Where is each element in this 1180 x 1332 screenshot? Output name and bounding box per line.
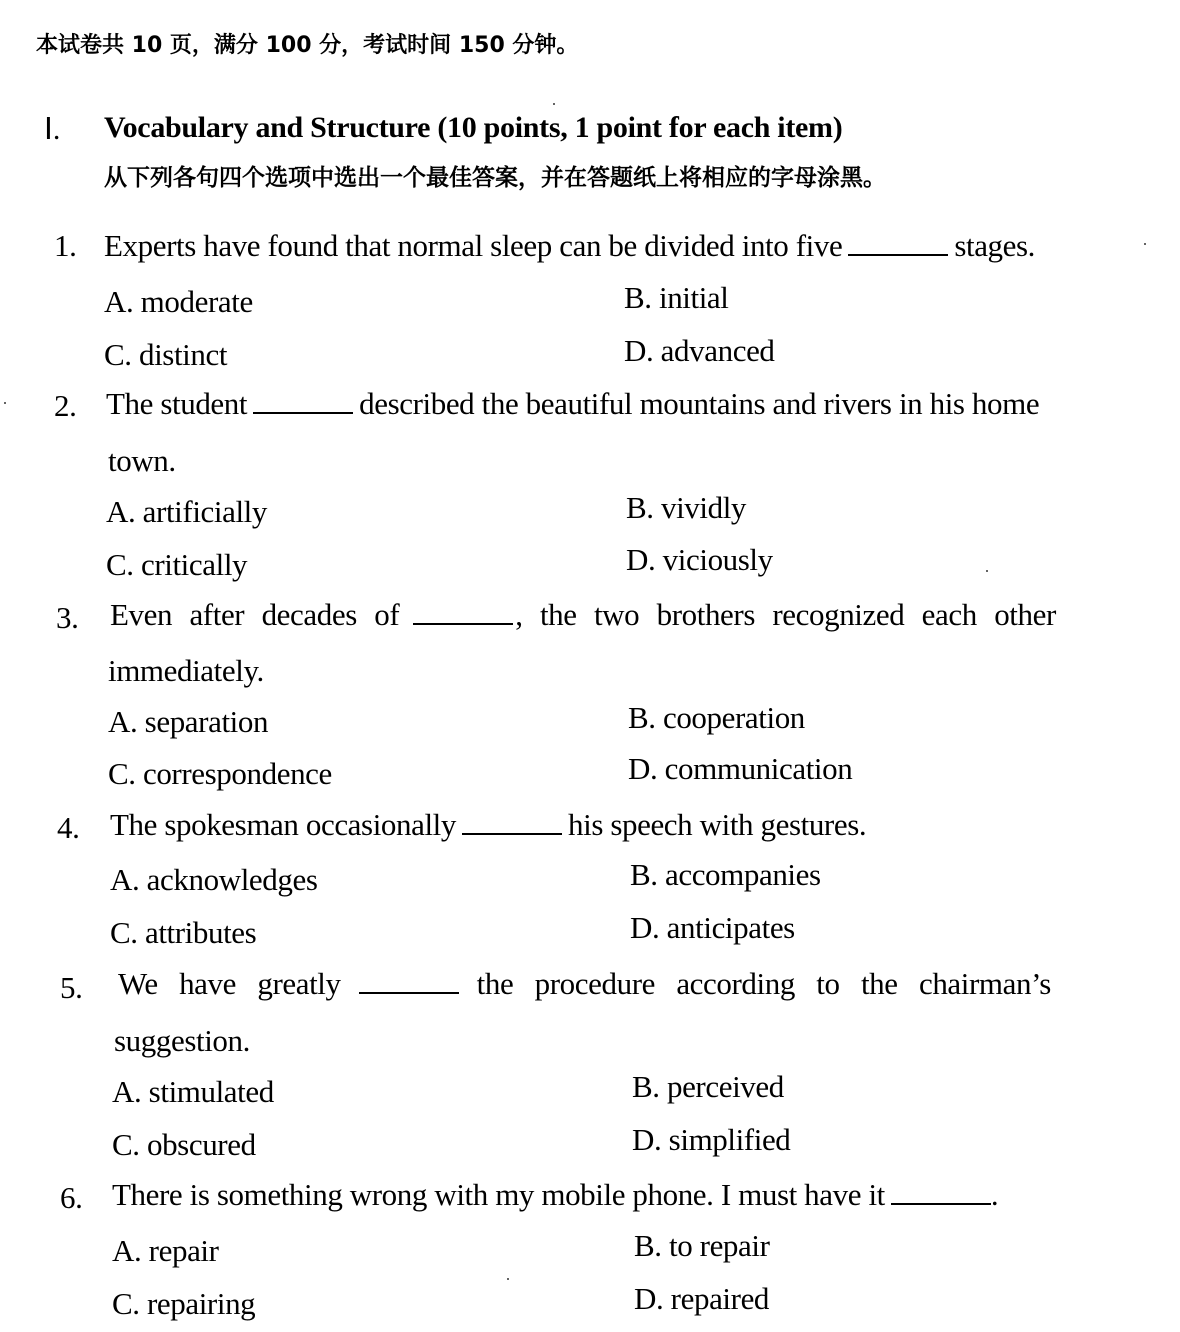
question-stem	[110, 807, 866, 843]
question-number: 4.	[57, 810, 80, 845]
option-b: B. to repair	[634, 1228, 770, 1263]
section-number: Ⅰ.	[44, 113, 61, 146]
answer-blank	[462, 832, 562, 835]
question-number: 2.	[54, 388, 77, 423]
stem-continuation: immediately.	[108, 653, 264, 688]
stem-text-after: stages.	[954, 228, 1036, 263]
option-a: A. separation	[108, 704, 269, 739]
section-instruction: 从下列各句四个选项中选出一个最佳答案，并在答题纸上将相应的字母涂黑。	[104, 165, 886, 191]
section-title: Vocabulary and Structure (10 points, 1 point for each item)	[104, 111, 843, 144]
option-a: A. stimulated	[112, 1074, 274, 1109]
stem-text-after: .	[990, 1177, 999, 1212]
option-a: A. repair	[112, 1233, 219, 1268]
answer-blank	[891, 1202, 991, 1205]
question-number: 1.	[54, 228, 77, 263]
question-number: 3.	[56, 600, 79, 635]
stem-text-after: described the beautiful mountains and rivers in his home	[359, 386, 1040, 421]
option-b: B. accompanies	[630, 857, 821, 892]
option-a: A. moderate	[104, 284, 253, 319]
question-number: 5.	[60, 970, 83, 1005]
option-a: A. artificially	[106, 494, 267, 529]
answer-blank	[413, 622, 513, 625]
option-b: B. cooperation	[628, 700, 805, 735]
stem-text-before: We have greatly	[118, 966, 341, 1001]
option-d: D. communication	[628, 751, 853, 786]
scan-speck	[1144, 243, 1146, 245]
option-c: C. obscured	[112, 1127, 256, 1162]
option-d: D. anticipates	[630, 910, 795, 945]
stem-continuation: suggestion.	[114, 1023, 250, 1058]
option-b: B. vividly	[626, 490, 747, 525]
option-c: C. distinct	[104, 337, 228, 372]
question-stem	[106, 386, 1039, 422]
stem-text-before: There is something wrong with my mobile phone. I must have it	[112, 1177, 885, 1212]
stem-text-before: Even after decades of	[110, 597, 400, 632]
scan-speck	[4, 402, 6, 404]
stem-text-before: Experts have found that normal sleep can be divided into five	[104, 228, 843, 263]
option-a: A. acknowledges	[110, 862, 318, 897]
option-c: C. attributes	[110, 915, 257, 950]
option-d: D. repaired	[634, 1281, 770, 1316]
option-d: D. viciously	[626, 542, 773, 577]
option-c: C. correspondence	[108, 756, 332, 791]
scan-speck	[507, 1278, 509, 1280]
stem-text-after: , the two brothers recognized each other	[515, 597, 1056, 632]
stem-text-after: his speech with gestures.	[568, 807, 867, 842]
question-number: 6.	[60, 1180, 83, 1215]
stem-text-before: The spokesman occasionally	[110, 807, 456, 842]
option-b: B. initial	[624, 280, 729, 315]
answer-blank	[848, 253, 948, 256]
answer-blank	[359, 991, 459, 994]
option-c: C. critically	[106, 547, 248, 582]
scan-speck	[986, 570, 988, 572]
stem-text-after: the procedure according to the chairman’s	[476, 966, 1051, 1001]
stem-continuation: town.	[108, 443, 176, 478]
question-stem	[118, 966, 1051, 1002]
question-stem	[110, 597, 1056, 633]
option-d: D. advanced	[624, 333, 775, 368]
question-stem	[104, 228, 1035, 264]
stem-text-before: The student	[106, 386, 248, 421]
option-d: D. simplified	[632, 1122, 791, 1157]
scan-speck	[553, 103, 555, 105]
answer-blank	[253, 411, 353, 414]
exam-info: 本试卷共 10 页，满分 100 分，考试时间 150 分钟。	[36, 33, 579, 58]
option-c: C. repairing	[112, 1286, 256, 1321]
question-stem	[112, 1177, 998, 1213]
option-b: B. perceived	[632, 1069, 784, 1104]
